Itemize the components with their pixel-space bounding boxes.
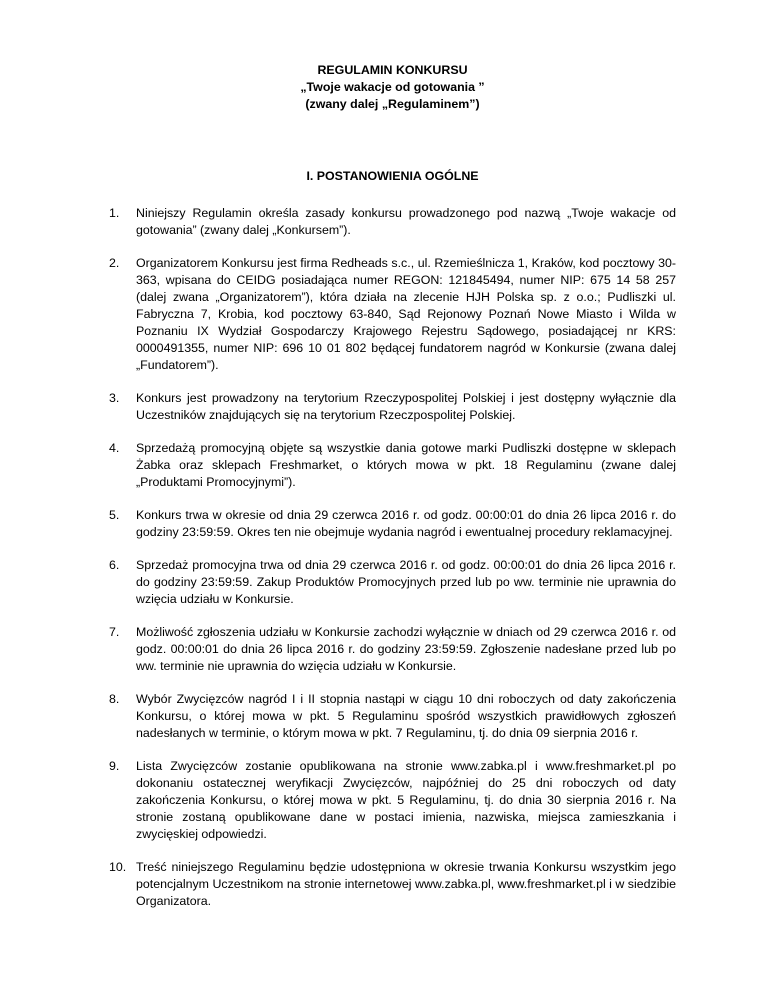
item-number: 5. <box>109 508 120 522</box>
list-item <box>109 205 676 239</box>
list-item <box>109 390 676 424</box>
item-number: 6. <box>109 558 120 572</box>
title-line-1: REGULAMIN KONKURSU <box>317 63 468 77</box>
item-number: 9. <box>109 759 120 773</box>
document-title <box>109 62 676 113</box>
item-text: Konkurs jest prowadzony na terytorium Rzeczypospolitej Polskiej i jest dostępny wyłącznie dla Uczestników znajdujących się na terytorium Rzeczpospolitej Polskiej. <box>136 391 676 422</box>
item-number: 1. <box>109 206 120 220</box>
list-item <box>109 859 676 910</box>
item-text: Treść niniejszego Regulaminu będzie udostępniona w okresie trwania Konkursu wszystkim jego potencjalnym Uczestnikom na stronie internetowej www.zabka.pl, www.freshmarket.pl i w siedzibie Organizatora. <box>136 860 676 908</box>
list-item <box>109 507 676 541</box>
item-text: Lista Zwycięzców zostanie opublikowana na stronie www.zabka.pl i www.freshmarket.pl po dokonaniu ostatecznej weryfikacji Zwycięzców, najpóźniej do 25 dni roboczych od daty zakończenia Konkursu, o której mowa w pkt. 5 Regulaminu, tj. do dnia 30 sierpnia 2016 r. Na stronie zostaną opublikowane dane w postaci imienia, nazwiska, miejsca zamieszkania i zwycięskiej odpowiedzi. <box>136 759 676 841</box>
item-number: 3. <box>109 391 120 405</box>
item-text: Sprzedaż promocyjna trwa od dnia 29 czerwca 2016 r. od godz. 00:00:01 do dnia 26 lipca 2016 r. do godziny 23:59:59. Zakup Produktów Promocyjnych przed lub po ww. terminie nie uprawnia do wzięcia udziału w Konkursie. <box>136 558 676 606</box>
list-item <box>109 440 676 491</box>
list-item <box>109 758 676 843</box>
list-item <box>109 255 676 374</box>
item-number: 7. <box>109 625 120 639</box>
item-text: Organizatorem Konkursu jest firma Redheads s.c., ul. Rzemieślnicza 1, Kraków, kod pocztowy 30-363, wpisana do CEIDG posiadająca numer REGON: 121845494, numer NIP: 675 14 58 257 (dalej zwana „Organizatorem”), która działa na zlecenie HJH Polska sp. z o.o.; Pudliszki ul. Fabryczna 7, Krobia, kod pocztowy 63-840, Sąd Rejonowy Poznań Nowe Miasto i Wilda w Poznaniu IX Wydział Gospodarczy Krajowego Rejestru Sądowego, posiadającej nr KRS: 0000491355, numer NIP: 696 10 01 802 będącej fundatorem nagród w Konkursie (zwana dalej „Fundatorem”). <box>136 256 676 372</box>
item-text: Sprzedażą promocyjną objęte są wszystkie dania gotowe marki Pudliszki dostępne w sklepach Żabka oraz sklepach Freshmarket, o których mowa w pkt. 18 Regulaminu (zwane dalej „Produktami Promocyjnymi”). <box>136 441 676 489</box>
item-text: Konkurs trwa w okresie od dnia 29 czerwca 2016 r. od godz. 00:00:01 do dnia 26 lipca 2016 r. do godziny 23:59:59. Okres ten nie obejmuje wydania nagród i ewentualnej procedury reklamacyjnej. <box>136 508 676 539</box>
item-text: Niniejszy Regulamin określa zasady konkursu prowadzonego pod nazwą „Twoje wakacje od gotowania” (zwany dalej „Konkursem”). <box>136 206 676 237</box>
list-item <box>109 691 676 742</box>
item-text: Wybór Zwycięzców nagród I i II stopnia nastąpi w ciągu 10 dni roboczych od daty zakończenia Konkursu, o której mowa w pkt. 5 Regulaminu spośród wszystkich prawidłowych zgłoszeń nadesłanych w terminie, o którym mowa w pkt. 7 Regulaminu, tj. do dnia 09 sierpnia 2016 r. <box>136 692 676 740</box>
item-number: 2. <box>109 256 120 270</box>
item-number: 10. <box>109 860 127 874</box>
title-line-3: (zwany dalej „Regulaminem”) <box>305 97 480 111</box>
list-item <box>109 624 676 675</box>
item-number: 4. <box>109 441 120 455</box>
section-heading: I. POSTANOWIENIA OGÓLNE <box>306 169 479 183</box>
title-line-2: „Twoje wakacje od gotowania ” <box>300 80 485 94</box>
numbered-list <box>109 205 676 910</box>
item-number: 8. <box>109 692 120 706</box>
item-text: Możliwość zgłoszenia udziału w Konkursie zachodzi wyłącznie w dniach od 29 czerwca 2016 r. od godz. 00:00:01 do dnia 26 lipca 2016 r. do godziny 23:59:59. Zgłoszenie nadesłane przed lub po ww. terminie nie uprawnia do wzięcia udziału w Konkursie. <box>136 625 676 673</box>
list-item <box>109 557 676 608</box>
